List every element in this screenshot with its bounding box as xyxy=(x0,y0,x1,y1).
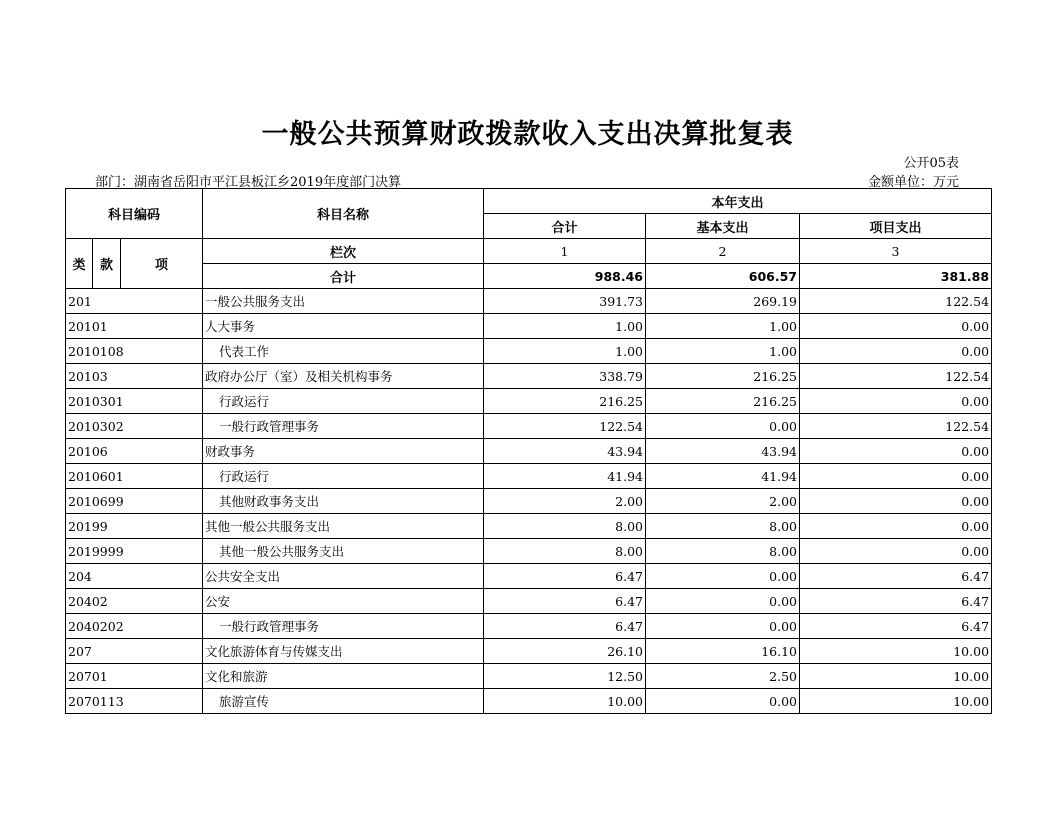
subject-code-cell: 2040202 xyxy=(66,614,203,639)
subject-name-cell: 政府办公厅（室）及相关机构事务 xyxy=(203,364,484,389)
basic-expense-cell: 2.00 xyxy=(646,489,800,514)
basic-expense-cell: 0.00 xyxy=(646,589,800,614)
subject-code-cell: 2019999 xyxy=(66,539,203,564)
basic-expense-cell: 2.50 xyxy=(646,664,800,689)
project-expense-cell: 0.00 xyxy=(800,389,992,414)
total-row-total: 988.46 xyxy=(484,264,646,289)
total-row-project: 381.88 xyxy=(800,264,992,289)
subject-code-cell: 20701 xyxy=(66,664,203,689)
table-row xyxy=(66,464,992,489)
total-cell: 2.00 xyxy=(484,489,646,514)
project-expense-cell: 122.54 xyxy=(800,289,992,314)
total-cell: 122.54 xyxy=(484,414,646,439)
total-row xyxy=(66,264,992,289)
total-cell: 8.00 xyxy=(484,539,646,564)
subject-code-cell: 2070113 xyxy=(66,689,203,714)
subject-code-cell: 20103 xyxy=(66,364,203,389)
project-expense-cell: 6.47 xyxy=(800,564,992,589)
subject-code-cell: 2010301 xyxy=(66,389,203,414)
project-expense-cell: 0.00 xyxy=(800,314,992,339)
basic-expense-cell: 216.25 xyxy=(646,389,800,414)
subject-name-cell: 一般行政管理事务 xyxy=(203,614,484,639)
project-expense-cell: 6.47 xyxy=(800,589,992,614)
lei-header: 类 xyxy=(66,239,93,289)
total-cell: 6.47 xyxy=(484,589,646,614)
total-cell: 216.25 xyxy=(484,389,646,414)
subject-code-header: 科目编码 xyxy=(66,189,203,239)
total-cell: 12.50 xyxy=(484,664,646,689)
department-label: 部门：湖南省岳阳市平江县板江乡2019年度部门决算 xyxy=(95,175,402,190)
basic-expense-cell: 8.00 xyxy=(646,514,800,539)
total-header: 合计 xyxy=(484,214,646,239)
basic-expense-cell: 0.00 xyxy=(646,614,800,639)
column-2-number: 2 xyxy=(646,239,800,264)
basic-expense-cell: 16.10 xyxy=(646,639,800,664)
total-cell: 41.94 xyxy=(484,464,646,489)
table-row xyxy=(66,514,992,539)
project-expense-cell: 122.54 xyxy=(800,364,992,389)
subject-name-cell: 一般公共服务支出 xyxy=(203,289,484,314)
project-expense-cell: 0.00 xyxy=(800,439,992,464)
subject-code-cell: 2010108 xyxy=(66,339,203,364)
table-row xyxy=(66,539,992,564)
table-row xyxy=(66,439,992,464)
total-row-label: 合计 xyxy=(203,264,484,289)
subject-code-cell: 2010699 xyxy=(66,489,203,514)
basic-expense-cell: 0.00 xyxy=(646,689,800,714)
subject-name-cell: 文化和旅游 xyxy=(203,664,484,689)
basic-expense-cell: 1.00 xyxy=(646,339,800,364)
table-body xyxy=(66,189,992,714)
subject-name-cell: 代表工作 xyxy=(203,339,484,364)
amount-unit-label: 金额单位：万元 xyxy=(867,175,959,190)
basic-expense-cell: 43.94 xyxy=(646,439,800,464)
basic-expense-header: 基本支出 xyxy=(646,214,800,239)
subject-name-cell: 文化旅游体育与传媒支出 xyxy=(203,639,484,664)
subject-name-cell: 其他一般公共服务支出 xyxy=(203,514,484,539)
project-expense-cell: 0.00 xyxy=(800,464,992,489)
table-row xyxy=(66,614,992,639)
subject-code-cell: 20199 xyxy=(66,514,203,539)
subject-name-cell: 行政运行 xyxy=(203,464,484,489)
subject-name-cell: 行政运行 xyxy=(203,389,484,414)
table-row xyxy=(66,314,992,339)
subject-code-cell: 2010601 xyxy=(66,464,203,489)
project-expense-cell: 0.00 xyxy=(800,489,992,514)
basic-expense-cell: 41.94 xyxy=(646,464,800,489)
total-cell: 10.00 xyxy=(484,689,646,714)
subject-code-cell: 201 xyxy=(66,289,203,314)
subject-code-cell: 2010302 xyxy=(66,414,203,439)
table-row xyxy=(66,414,992,439)
table-row xyxy=(66,564,992,589)
subject-name-cell: 旅游宣传 xyxy=(203,689,484,714)
project-expense-cell: 10.00 xyxy=(800,639,992,664)
current-year-expense-header: 本年支出 xyxy=(484,189,992,214)
subject-name-cell: 公共安全支出 xyxy=(203,564,484,589)
total-cell: 26.10 xyxy=(484,639,646,664)
basic-expense-cell: 0.00 xyxy=(646,564,800,589)
basic-expense-cell: 269.19 xyxy=(646,289,800,314)
project-expense-cell: 0.00 xyxy=(800,539,992,564)
xiang-header: 项 xyxy=(121,239,203,289)
subject-name-cell: 人大事务 xyxy=(203,314,484,339)
project-expense-cell: 6.47 xyxy=(800,614,992,639)
subject-name-cell: 其他财政事务支出 xyxy=(203,489,484,514)
subject-code-cell: 207 xyxy=(66,639,203,664)
total-cell: 1.00 xyxy=(484,314,646,339)
table-row xyxy=(66,489,992,514)
subject-code-cell: 20402 xyxy=(66,589,203,614)
subject-name-cell: 公安 xyxy=(203,589,484,614)
subject-name-cell: 财政事务 xyxy=(203,439,484,464)
project-expense-cell: 10.00 xyxy=(800,689,992,714)
budget-table xyxy=(65,188,992,714)
project-expense-cell: 122.54 xyxy=(800,414,992,439)
column-3-number: 3 xyxy=(800,239,992,264)
subject-name-header: 科目名称 xyxy=(203,189,484,239)
kuan-header: 款 xyxy=(93,239,121,289)
basic-expense-cell: 0.00 xyxy=(646,414,800,439)
column-1-number: 1 xyxy=(484,239,646,264)
table-row xyxy=(66,389,992,414)
table-row xyxy=(66,364,992,389)
subject-code-cell: 20106 xyxy=(66,439,203,464)
basic-expense-cell: 8.00 xyxy=(646,539,800,564)
total-cell: 43.94 xyxy=(484,439,646,464)
column-number-header: 栏次 xyxy=(203,239,484,264)
total-cell: 8.00 xyxy=(484,514,646,539)
table-row xyxy=(66,689,992,714)
page-title: 一般公共预算财政拨款收入支出决算批复表 xyxy=(261,119,794,150)
header-row-3 xyxy=(66,239,992,264)
table-row xyxy=(66,664,992,689)
total-cell: 6.47 xyxy=(484,614,646,639)
total-cell: 338.79 xyxy=(484,364,646,389)
total-cell: 6.47 xyxy=(484,564,646,589)
project-expense-cell: 0.00 xyxy=(800,514,992,539)
table-row xyxy=(66,589,992,614)
basic-expense-cell: 1.00 xyxy=(646,314,800,339)
table-row xyxy=(66,339,992,364)
subject-code-cell: 20101 xyxy=(66,314,203,339)
subject-name-cell: 一般行政管理事务 xyxy=(203,414,484,439)
basic-expense-cell: 216.25 xyxy=(646,364,800,389)
project-expense-cell: 10.00 xyxy=(800,664,992,689)
total-cell: 391.73 xyxy=(484,289,646,314)
header-row-1 xyxy=(66,189,992,214)
table-row xyxy=(66,289,992,314)
project-expense-header: 项目支出 xyxy=(800,214,992,239)
table-row xyxy=(66,639,992,664)
form-number: 公开05表 xyxy=(903,156,959,171)
total-cell: 1.00 xyxy=(484,339,646,364)
subject-code-cell: 204 xyxy=(66,564,203,589)
total-row-basic: 606.57 xyxy=(646,264,800,289)
subject-name-cell: 其他一般公共服务支出 xyxy=(203,539,484,564)
project-expense-cell: 0.00 xyxy=(800,339,992,364)
